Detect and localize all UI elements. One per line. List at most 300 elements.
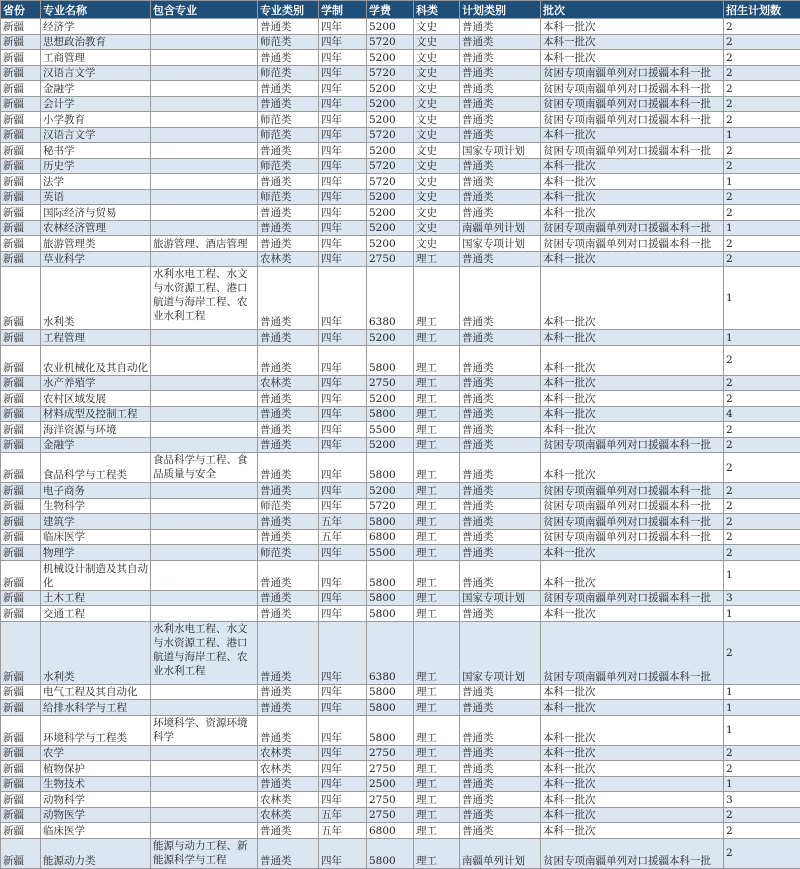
plan-type-cell: 普通类 xyxy=(460,776,541,792)
plan-type-cell: 普通类 xyxy=(460,34,541,50)
subject-cell: 文史 xyxy=(414,50,460,66)
province-cell: 新疆 xyxy=(1,545,41,561)
quota-cell: 2 xyxy=(724,514,800,530)
quota-cell: 1 xyxy=(724,174,800,190)
major-category-cell: 农林类 xyxy=(258,807,319,823)
quota-cell: 2 xyxy=(724,19,800,35)
included-majors-cell xyxy=(151,65,258,81)
included-majors-cell xyxy=(151,406,258,422)
batch-cell: 本科一批次 xyxy=(541,267,724,330)
province-cell: 新疆 xyxy=(1,34,41,50)
tuition-cell: 6800 xyxy=(367,529,414,545)
included-majors-cell: 旅游管理、酒店管理 xyxy=(151,236,258,252)
subject-cell: 理工 xyxy=(414,684,460,700)
province-cell: 新疆 xyxy=(1,127,41,143)
subject-cell: 理工 xyxy=(414,545,460,561)
quota-cell: 2 xyxy=(724,807,800,823)
province-cell: 新疆 xyxy=(1,19,41,35)
province-cell: 新疆 xyxy=(1,345,41,375)
quota-cell: 2 xyxy=(724,34,800,50)
included-majors-cell xyxy=(151,112,258,128)
plan-type-cell: 国家专项计划 xyxy=(460,590,541,606)
tuition-cell: 5200 xyxy=(367,236,414,252)
duration-cell: 五年 xyxy=(319,807,367,823)
duration-cell: 四年 xyxy=(319,143,367,159)
batch-cell: 贫困专项南疆单列对口援疆本科一批 xyxy=(541,220,724,236)
major-category-cell: 普通类 xyxy=(258,205,319,221)
duration-cell: 四年 xyxy=(319,34,367,50)
plan-type-cell: 普通类 xyxy=(460,529,541,545)
quota-cell: 2 xyxy=(724,205,800,221)
tuition-cell: 5200 xyxy=(367,330,414,346)
plan-type-cell: 普通类 xyxy=(460,81,541,97)
table-row xyxy=(1,529,800,545)
province-cell: 新疆 xyxy=(1,838,41,868)
major-category-cell: 普通类 xyxy=(258,81,319,97)
major-category-cell: 农林类 xyxy=(258,251,319,267)
quota-cell: 1 xyxy=(724,684,800,700)
included-majors-cell xyxy=(151,560,258,590)
province-cell: 新疆 xyxy=(1,529,41,545)
batch-cell: 本科一批次 xyxy=(541,158,724,174)
batch-cell: 本科一批次 xyxy=(541,205,724,221)
province-cell: 新疆 xyxy=(1,483,41,499)
subject-cell: 理工 xyxy=(414,776,460,792)
duration-cell: 四年 xyxy=(319,19,367,35)
table-body xyxy=(1,19,800,869)
plan-type-cell: 普通类 xyxy=(460,267,541,330)
duration-cell: 四年 xyxy=(319,158,367,174)
table-row xyxy=(1,174,800,190)
major-category-cell: 普通类 xyxy=(258,236,319,252)
plan-type-cell: 普通类 xyxy=(460,560,541,590)
major-name-cell: 工程管理 xyxy=(41,330,151,346)
table-row xyxy=(1,715,800,745)
tuition-cell: 5800 xyxy=(367,715,414,745)
province-cell: 新疆 xyxy=(1,189,41,205)
plan-type-cell: 普通类 xyxy=(460,158,541,174)
tuition-cell: 2750 xyxy=(367,375,414,391)
included-majors-cell xyxy=(151,96,258,112)
subject-cell: 理工 xyxy=(414,745,460,761)
included-majors-cell xyxy=(151,220,258,236)
major-name-cell: 水利类 xyxy=(41,267,151,330)
table-row xyxy=(1,19,800,35)
province-cell: 新疆 xyxy=(1,96,41,112)
subject-cell: 文史 xyxy=(414,81,460,97)
tuition-cell: 5800 xyxy=(367,345,414,375)
col-header-batch: 批次 xyxy=(541,1,724,19)
duration-cell: 四年 xyxy=(319,189,367,205)
quota-cell: 2 xyxy=(724,50,800,66)
tuition-cell: 5800 xyxy=(367,700,414,716)
tuition-cell: 5720 xyxy=(367,498,414,514)
included-majors-cell xyxy=(151,189,258,205)
quota-cell: 1 xyxy=(724,330,800,346)
quota-cell: 1 xyxy=(724,127,800,143)
included-majors-cell xyxy=(151,205,258,221)
quota-cell: 2 xyxy=(724,251,800,267)
major-name-cell: 能源动力类 xyxy=(41,838,151,868)
duration-cell: 四年 xyxy=(319,251,367,267)
major-category-cell: 普通类 xyxy=(258,700,319,716)
plan-type-cell: 普通类 xyxy=(460,606,541,622)
major-category-cell: 农林类 xyxy=(258,761,319,777)
major-category-cell: 普通类 xyxy=(258,823,319,839)
batch-cell: 贫困专项南疆单列对口援疆本科一批 xyxy=(541,514,724,530)
subject-cell: 文史 xyxy=(414,205,460,221)
duration-cell: 四年 xyxy=(319,590,367,606)
col-header-included-majors: 包含专业 xyxy=(151,1,258,19)
table-row xyxy=(1,560,800,590)
tuition-cell: 5800 xyxy=(367,453,414,483)
subject-cell: 理工 xyxy=(414,838,460,868)
major-name-cell: 动物医学 xyxy=(41,807,151,823)
major-category-cell: 普通类 xyxy=(258,143,319,159)
quota-cell: 2 xyxy=(724,236,800,252)
table-row xyxy=(1,606,800,622)
tuition-cell: 5720 xyxy=(367,127,414,143)
province-cell: 新疆 xyxy=(1,776,41,792)
included-majors-cell xyxy=(151,127,258,143)
quota-cell: 1 xyxy=(724,606,800,622)
batch-cell: 贫困专项南疆单列对口援疆本科一批 xyxy=(541,112,724,128)
included-majors-cell xyxy=(151,50,258,66)
tuition-cell: 2750 xyxy=(367,251,414,267)
duration-cell: 四年 xyxy=(319,174,367,190)
tuition-cell: 2750 xyxy=(367,745,414,761)
duration-cell: 四年 xyxy=(319,345,367,375)
tuition-cell: 5500 xyxy=(367,422,414,438)
table-row xyxy=(1,330,800,346)
major-name-cell: 农学 xyxy=(41,745,151,761)
province-cell: 新疆 xyxy=(1,330,41,346)
table-row xyxy=(1,112,800,128)
tuition-cell: 6800 xyxy=(367,823,414,839)
province-cell: 新疆 xyxy=(1,700,41,716)
major-category-cell: 普通类 xyxy=(258,19,319,35)
table-row xyxy=(1,807,800,823)
batch-cell: 本科一批次 xyxy=(541,745,724,761)
tuition-cell: 5200 xyxy=(367,391,414,407)
duration-cell: 四年 xyxy=(319,437,367,453)
plan-type-cell: 普通类 xyxy=(460,823,541,839)
included-majors-cell xyxy=(151,158,258,174)
major-name-cell: 汉语言文学 xyxy=(41,127,151,143)
included-majors-cell xyxy=(151,251,258,267)
major-name-cell: 物理学 xyxy=(41,545,151,561)
province-cell: 新疆 xyxy=(1,112,41,128)
table-row xyxy=(1,220,800,236)
province-cell: 新疆 xyxy=(1,590,41,606)
quota-cell: 2 xyxy=(724,391,800,407)
included-majors-cell: 水利水电工程、水文与水资源工程、港口航道与海岸工程、农业水利工程 xyxy=(151,267,258,330)
plan-type-cell: 普通类 xyxy=(460,189,541,205)
batch-cell: 本科一批次 xyxy=(541,823,724,839)
plan-type-cell: 普通类 xyxy=(460,330,541,346)
tuition-cell: 5800 xyxy=(367,514,414,530)
table-row xyxy=(1,823,800,839)
included-majors-cell xyxy=(151,422,258,438)
tuition-cell: 5800 xyxy=(367,560,414,590)
duration-cell: 五年 xyxy=(319,823,367,839)
quota-cell: 2 xyxy=(724,345,800,375)
included-majors-cell xyxy=(151,483,258,499)
tuition-cell: 5720 xyxy=(367,34,414,50)
major-name-cell: 思想政治教育 xyxy=(41,34,151,50)
province-cell: 新疆 xyxy=(1,143,41,159)
table-row xyxy=(1,81,800,97)
tuition-cell: 5200 xyxy=(367,189,414,205)
plan-type-cell: 国家专项计划 xyxy=(460,143,541,159)
batch-cell: 本科一批次 xyxy=(541,700,724,716)
included-majors-cell xyxy=(151,514,258,530)
major-name-cell: 金融学 xyxy=(41,437,151,453)
province-cell: 新疆 xyxy=(1,174,41,190)
major-category-cell: 普通类 xyxy=(258,590,319,606)
major-name-cell: 农林经济管理 xyxy=(41,220,151,236)
duration-cell: 四年 xyxy=(319,406,367,422)
plan-type-cell: 普通类 xyxy=(460,514,541,530)
tuition-cell: 5200 xyxy=(367,143,414,159)
province-cell: 新疆 xyxy=(1,514,41,530)
major-category-cell: 普通类 xyxy=(258,483,319,499)
duration-cell: 四年 xyxy=(319,50,367,66)
batch-cell: 本科一批次 xyxy=(541,34,724,50)
quota-cell: 1 xyxy=(724,560,800,590)
table-row xyxy=(1,700,800,716)
quota-cell: 2 xyxy=(724,761,800,777)
batch-cell: 本科一批次 xyxy=(541,345,724,375)
province-cell: 新疆 xyxy=(1,236,41,252)
table-row xyxy=(1,498,800,514)
quota-cell: 1 xyxy=(724,220,800,236)
major-category-cell: 普通类 xyxy=(258,621,319,684)
duration-cell: 四年 xyxy=(319,112,367,128)
province-cell: 新疆 xyxy=(1,375,41,391)
duration-cell: 四年 xyxy=(319,330,367,346)
major-category-cell: 普通类 xyxy=(258,453,319,483)
subject-cell: 理工 xyxy=(414,453,460,483)
table-row xyxy=(1,158,800,174)
subject-cell: 理工 xyxy=(414,529,460,545)
col-header-major-category: 专业类别 xyxy=(258,1,319,19)
subject-cell: 文史 xyxy=(414,127,460,143)
major-name-cell: 英语 xyxy=(41,189,151,205)
major-name-cell: 旅游管理类 xyxy=(41,236,151,252)
quota-cell: 2 xyxy=(724,158,800,174)
subject-cell: 理工 xyxy=(414,606,460,622)
tuition-cell: 5500 xyxy=(367,545,414,561)
subject-cell: 理工 xyxy=(414,406,460,422)
tuition-cell: 5720 xyxy=(367,158,414,174)
batch-cell: 本科一批次 xyxy=(541,545,724,561)
subject-cell: 文史 xyxy=(414,158,460,174)
tuition-cell: 2750 xyxy=(367,761,414,777)
batch-cell: 本科一批次 xyxy=(541,422,724,438)
quota-cell: 2 xyxy=(724,189,800,205)
plan-type-cell: 普通类 xyxy=(460,174,541,190)
plan-type-cell: 普通类 xyxy=(460,483,541,499)
table-row xyxy=(1,684,800,700)
plan-type-cell: 普通类 xyxy=(460,545,541,561)
major-name-cell: 材料成型及控制工程 xyxy=(41,406,151,422)
province-cell: 新疆 xyxy=(1,81,41,97)
plan-type-cell: 南疆单列计划 xyxy=(460,838,541,868)
duration-cell: 四年 xyxy=(319,715,367,745)
batch-cell: 贫困专项南疆单列对口援疆本科一批 xyxy=(541,621,724,684)
major-name-cell: 机械设计制造及其自动化 xyxy=(41,560,151,590)
subject-cell: 文史 xyxy=(414,112,460,128)
tuition-cell: 5720 xyxy=(367,65,414,81)
col-header-subject: 科类 xyxy=(414,1,460,19)
table-row xyxy=(1,345,800,375)
included-majors-cell xyxy=(151,776,258,792)
duration-cell: 四年 xyxy=(319,422,367,438)
plan-type-cell: 普通类 xyxy=(460,792,541,808)
duration-cell: 四年 xyxy=(319,453,367,483)
table-row xyxy=(1,453,800,483)
subject-cell: 理工 xyxy=(414,700,460,716)
duration-cell: 五年 xyxy=(319,514,367,530)
duration-cell: 四年 xyxy=(319,205,367,221)
major-name-cell: 草业科学 xyxy=(41,251,151,267)
subject-cell: 理工 xyxy=(414,375,460,391)
subject-cell: 理工 xyxy=(414,621,460,684)
quota-cell: 2 xyxy=(724,96,800,112)
subject-cell: 理工 xyxy=(414,422,460,438)
major-category-cell: 普通类 xyxy=(258,174,319,190)
quota-cell: 2 xyxy=(724,838,800,868)
tuition-cell: 5200 xyxy=(367,96,414,112)
included-majors-cell xyxy=(151,684,258,700)
included-majors-cell xyxy=(151,807,258,823)
quota-cell: 4 xyxy=(724,406,800,422)
province-cell: 新疆 xyxy=(1,807,41,823)
major-category-cell: 普通类 xyxy=(258,50,319,66)
province-cell: 新疆 xyxy=(1,745,41,761)
major-category-cell: 普通类 xyxy=(258,220,319,236)
included-majors-cell xyxy=(151,174,258,190)
included-majors-cell: 能源与动力工程、新能源科学与工程 xyxy=(151,838,258,868)
quota-cell: 2 xyxy=(724,483,800,499)
included-majors-cell xyxy=(151,437,258,453)
batch-cell: 本科一批次 xyxy=(541,761,724,777)
included-majors-cell xyxy=(151,391,258,407)
major-name-cell: 生物科学 xyxy=(41,498,151,514)
major-category-cell: 普通类 xyxy=(258,406,319,422)
subject-cell: 文史 xyxy=(414,189,460,205)
subject-cell: 理工 xyxy=(414,483,460,499)
included-majors-cell xyxy=(151,545,258,561)
major-category-cell: 农林类 xyxy=(258,375,319,391)
batch-cell: 本科一批次 xyxy=(541,330,724,346)
major-category-cell: 普通类 xyxy=(258,606,319,622)
table-row xyxy=(1,761,800,777)
major-name-cell: 秘书学 xyxy=(41,143,151,159)
major-category-cell: 普通类 xyxy=(258,422,319,438)
duration-cell: 四年 xyxy=(319,375,367,391)
subject-cell: 文史 xyxy=(414,34,460,50)
tuition-cell: 5200 xyxy=(367,437,414,453)
quota-cell: 2 xyxy=(724,81,800,97)
table-row xyxy=(1,189,800,205)
province-cell: 新疆 xyxy=(1,621,41,684)
major-name-cell: 海洋资源与环境 xyxy=(41,422,151,438)
major-category-cell: 普通类 xyxy=(258,391,319,407)
major-category-cell: 师范类 xyxy=(258,112,319,128)
batch-cell: 本科一批次 xyxy=(541,189,724,205)
duration-cell: 四年 xyxy=(319,792,367,808)
major-category-cell: 普通类 xyxy=(258,267,319,330)
batch-cell: 本科一批次 xyxy=(541,715,724,745)
quota-cell: 2 xyxy=(724,823,800,839)
table-row xyxy=(1,127,800,143)
duration-cell: 四年 xyxy=(319,761,367,777)
province-cell: 新疆 xyxy=(1,823,41,839)
duration-cell: 四年 xyxy=(319,776,367,792)
col-header-major: 专业名称 xyxy=(41,1,151,19)
quota-cell: 2 xyxy=(724,745,800,761)
quota-cell: 2 xyxy=(724,375,800,391)
quota-cell: 2 xyxy=(724,621,800,684)
batch-cell: 本科一批次 xyxy=(541,453,724,483)
quota-cell: 2 xyxy=(724,545,800,561)
table-row xyxy=(1,375,800,391)
major-category-cell: 普通类 xyxy=(258,529,319,545)
duration-cell: 四年 xyxy=(319,220,367,236)
plan-type-cell: 普通类 xyxy=(460,498,541,514)
plan-type-cell: 普通类 xyxy=(460,715,541,745)
duration-cell: 四年 xyxy=(319,127,367,143)
col-header-quota: 招生计划数 xyxy=(724,1,800,19)
subject-cell: 文史 xyxy=(414,220,460,236)
tuition-cell: 5720 xyxy=(367,174,414,190)
table-row xyxy=(1,267,800,330)
major-name-cell: 会计学 xyxy=(41,96,151,112)
tuition-cell: 6380 xyxy=(367,267,414,330)
plan-type-cell: 普通类 xyxy=(460,700,541,716)
duration-cell: 四年 xyxy=(319,700,367,716)
subject-cell: 理工 xyxy=(414,761,460,777)
quota-cell: 2 xyxy=(724,143,800,159)
major-category-cell: 师范类 xyxy=(258,158,319,174)
tuition-cell: 2750 xyxy=(367,792,414,808)
major-category-cell: 师范类 xyxy=(258,127,319,143)
table-row xyxy=(1,776,800,792)
duration-cell: 四年 xyxy=(319,684,367,700)
subject-cell: 理工 xyxy=(414,251,460,267)
plan-type-cell: 普通类 xyxy=(460,375,541,391)
major-name-cell: 农业机械化及其自动化 xyxy=(41,345,151,375)
major-name-cell: 交通工程 xyxy=(41,606,151,622)
subject-cell: 文史 xyxy=(414,236,460,252)
table-row xyxy=(1,143,800,159)
included-majors-cell xyxy=(151,823,258,839)
duration-cell: 四年 xyxy=(319,236,367,252)
included-majors-cell: 水利水电工程、水文与水资源工程、港口航道与海岸工程、农业水利工程 xyxy=(151,621,258,684)
included-majors-cell xyxy=(151,345,258,375)
plan-type-cell: 普通类 xyxy=(460,50,541,66)
duration-cell: 四年 xyxy=(319,606,367,622)
col-header-duration: 学制 xyxy=(319,1,367,19)
quota-cell: 1 xyxy=(724,267,800,330)
tuition-cell: 5800 xyxy=(367,606,414,622)
batch-cell: 本科一批次 xyxy=(541,776,724,792)
batch-cell: 贫困专项南疆单列对口援疆本科一批 xyxy=(541,838,724,868)
major-category-cell: 普通类 xyxy=(258,437,319,453)
included-majors-cell xyxy=(151,19,258,35)
